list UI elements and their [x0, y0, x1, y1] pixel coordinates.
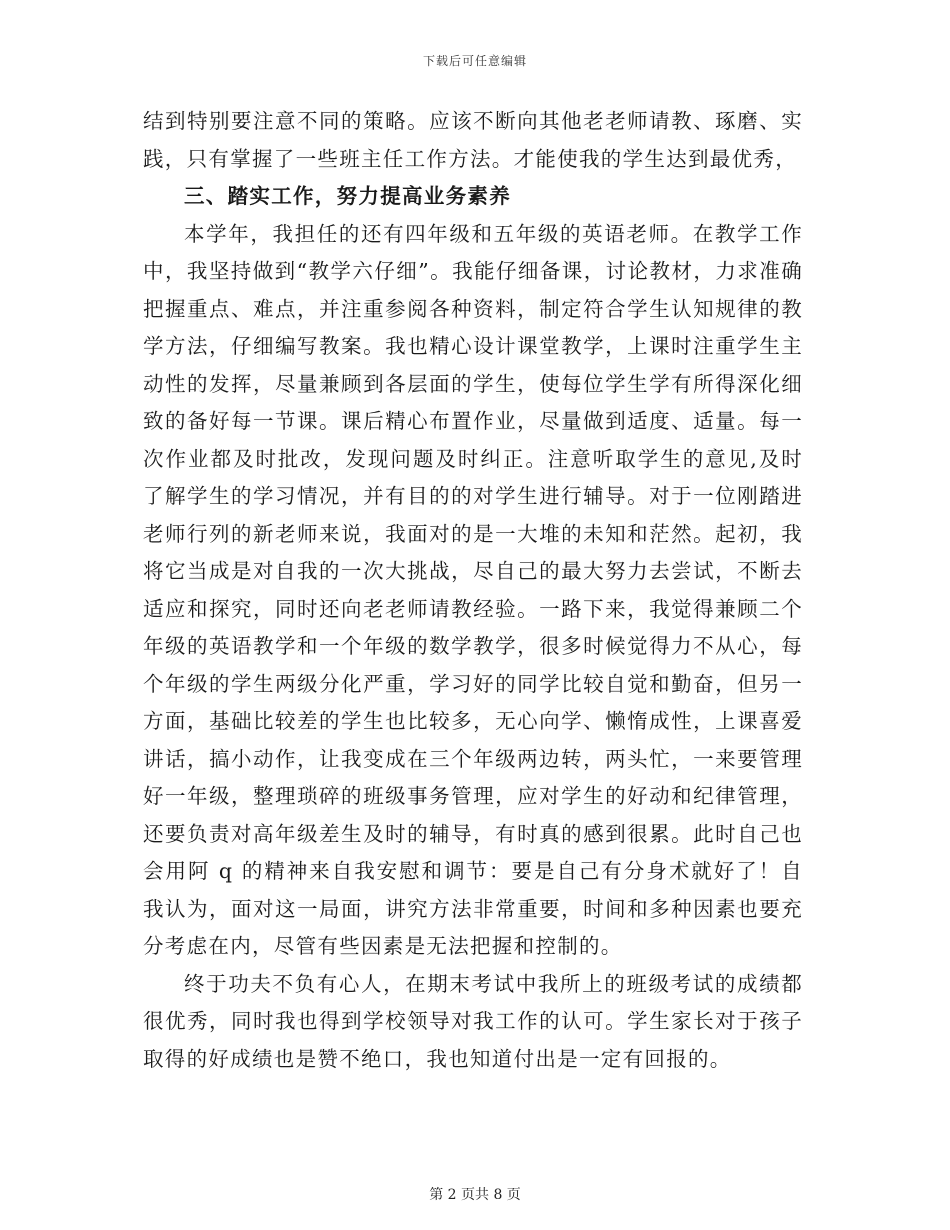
paragraph-teaching: 本学年，我担任的还有四年级和五年级的英语老师。在教学工作中，我坚持做到“教学六仔细”。我能仔细备课，讨论教材，力求准确把握重点、难点，并注重参阅各种资料，制定符合学生认知规律的教学方法，仔细编写教案。我也精心设计课堂教学，上课时注重学生主动性的发挥，尽量兼顾到各层面的学生，使每位学生学有所得深化细致的备好每一节课。课后精心布置作业，尽量做到适度、适量。每一次作业都及时批改，发现问题及时纠正。注意听取学生的意见,及时了解学生的学习情况，并有目的的对学生进行辅导。对于一位刚踏进老师行列的新老师来说，我面对的是一大堆的未知和茫然。起初，我将它当成是对自我的一次大挑战，尽自己的最大努力去尝试，不断去适应和探究，同时还向老老师请教经验。一路下来，我觉得兼顾二个年级的英语教学和一个年级的数学教学，很多时候觉得力不从心，每个年级的学生两级分化严重，学习好的同学比较自觉和勤奋，但另一方面，基础比较差的学生也比较多，无心向学、懒惰成性，上课喜爱讲话，搞小动作，让我变成在三个年级两边转，两头忙，一来要管理好一年级，整理琐碎的班级事务管理，应对学生的好动和纪律管理，还要负责对高年级差生及时的辅导，有时真的感到很累。此时自己也会用阿 q 的精神来自我安慰和调节：要是自己有分身术就好了！自我认为，面对这一局面，讲究方法非常重要，时间和多种因素也要充分考虑在内，尽管有些因素是无法把握和控制的。 [143, 221, 803, 958]
paragraph-results: 终于功夫不负有心人，在期末考试中我所上的班级考试的成绩都很优秀，同时我也得到学校领导对我工作的认可。学生家长对于孩子取得的好成绩也是赞不绝口，我也知道付出是一定有回报的。 [143, 971, 803, 1071]
page-header: 下载后可任意编辑 [422, 54, 527, 68]
document-body [143, 103, 803, 1078]
paragraph-continuation: 结到特别要注意不同的策略。应该不断向其他老老师请教、琢磨、实践，只有掌握了一些班主任工作方法。才能使我的学生达到最优秀， [143, 109, 803, 171]
section-heading: 三、踏实工作，努力提高业务素养 [184, 184, 511, 208]
page-number: 第 2 页共 8 页 [429, 1187, 521, 1203]
